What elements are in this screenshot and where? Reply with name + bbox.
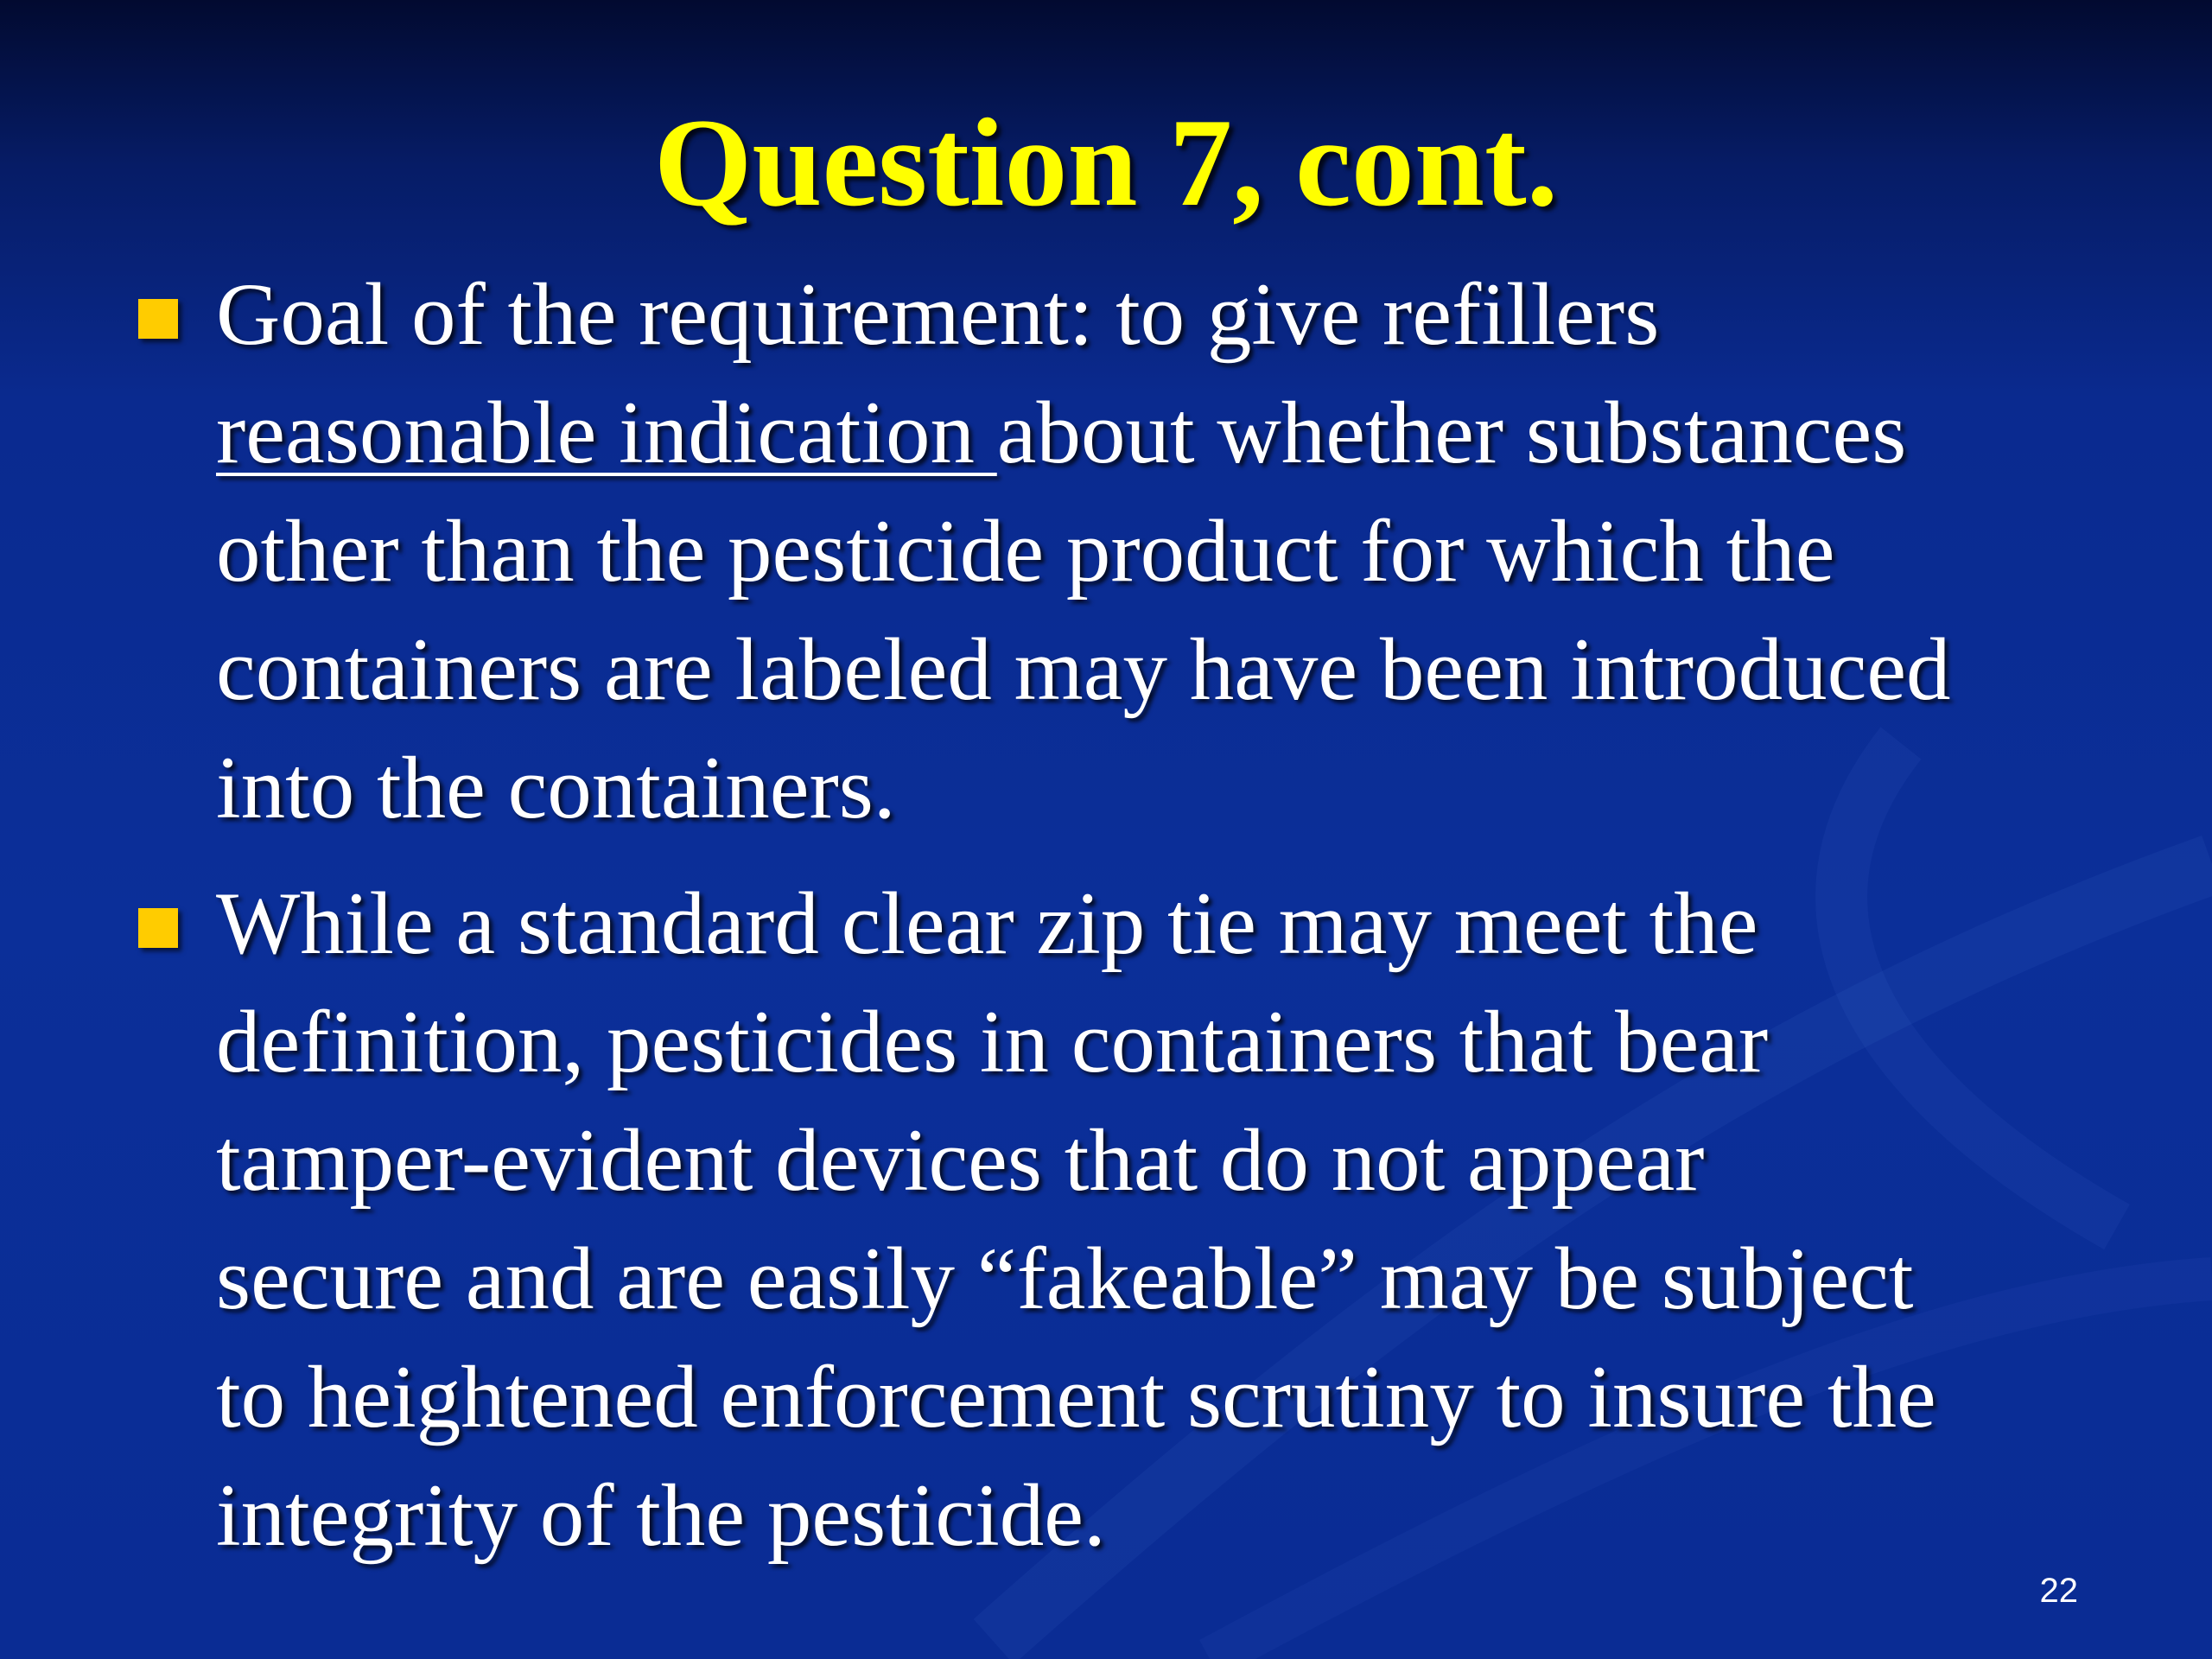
bullet-text-line: to heightened enforcement scrutiny to insure the: [216, 1348, 1936, 1446]
underlined-phrase: reasonable indication: [216, 384, 997, 482]
bullet-text-line: [216, 374, 2212, 493]
bullet-item: [0, 256, 2212, 848]
bullet-text-line: into the containers.: [216, 739, 896, 837]
bullet-text-line: tamper-evident devices that do not appear: [216, 1111, 1705, 1210]
bullet-text-line: While a standard clear zip tie may meet the: [216, 874, 1758, 973]
bullet-list: [0, 256, 2212, 1592]
bullet-item: [0, 865, 2212, 1575]
page-number: 22: [2039, 1572, 2078, 1610]
slide-title: Question 7, cont.: [653, 92, 1559, 232]
bullet-text-line: integrity of the pesticide.: [216, 1466, 1106, 1565]
bullet-text-line: secure and are easily “fakeable” may be subject: [216, 1230, 1914, 1328]
square-bullet-icon: [138, 908, 178, 948]
bullet-text-line: other than the pesticide product for which the: [216, 502, 1835, 601]
square-bullet-icon: [138, 299, 178, 339]
bullet-text-line: definition, pesticides in containers that bear: [216, 993, 1769, 1091]
bullet-text-line: Goal of the requirement: to give refillers: [216, 265, 1660, 364]
bullet-text-segment: about whether substances: [996, 384, 1907, 482]
bullet-text-line: containers are labeled may have been introduced: [216, 620, 1951, 719]
